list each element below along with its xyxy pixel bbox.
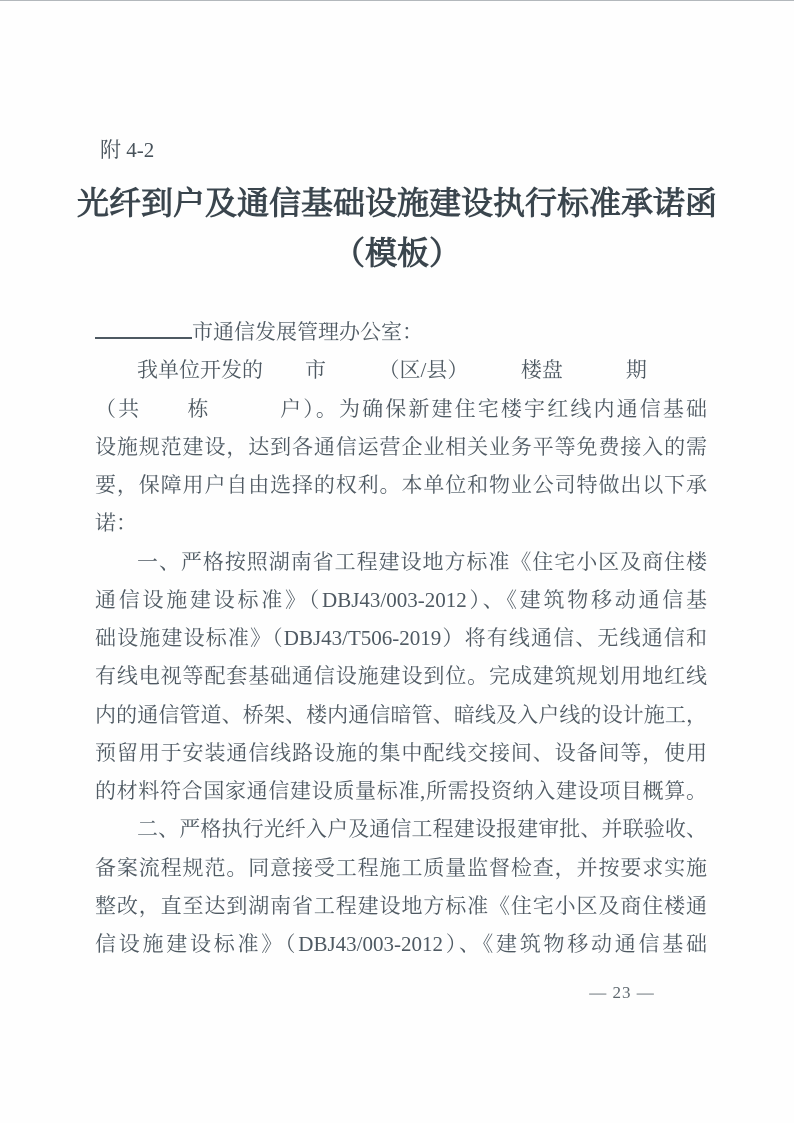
body-line: 整改，直至达到湖南省工程建设地方标准《住宅小区及商住楼通 [95,893,707,918]
salutation-text: 市通信发展管理办公室： [192,320,423,344]
body-line: 预留用于安装通信线路设施的集中配线交接间、设备间等，使用 [95,740,707,765]
body-line: 的材料符合国家通信建设质量标准,所需投资纳入建设项目概算。 [95,779,707,803]
body-line: 通信设施建设标准》（DBJ43/003-2012）、《建筑物移动通信基 [95,587,707,612]
body-line: （共 栋 户）。为确保新建住宅楼宇红线内通信基础 [95,396,707,421]
body-line: 要，保障用户自由选择的权利。本单位和物业公司特做出以下承 [95,473,707,497]
attachment-label: 附 4-2 [100,138,155,162]
salutation-line [95,313,707,351]
title-line-2: （模板） [332,235,461,271]
body-line: 内的通信管道、桥架、楼内通信暗管、暗线及入户线的设计施工， [95,702,707,727]
body-line: 信设施建设标准》（DBJ43/003-2012）、《建筑物移动通信基础 [95,932,707,956]
body-line: 础设施建设标准》（DBJ43/T506-2019）将有线通信、无线通信和 [95,626,707,650]
page-number: — 23 — [589,983,655,1002]
body-line: 设施规范建设，达到各通信运营企业相关业务平等免费接入的需 [95,434,707,459]
document-body [95,313,707,963]
scan-edge-artifact [0,0,794,1]
body-line: 诺： [95,511,137,536]
body-line: 我单位开发的 市 （区/县） 楼盘 期 [137,358,647,383]
title-line-1: 光纤到户及通信基础设施建设执行标准承诺函 [76,185,717,221]
body-line: 一、严格按照湖南省工程建设地方标准《住宅小区及商住楼 [137,549,707,574]
body-line: 备案流程规范。同意接受工程施工质量监督检查，并按要求实施 [95,855,707,880]
body-line: 二、严格执行光纤入户及通信工程建设报建审批、并联验收、 [137,817,707,842]
fill-in-blank-underline [95,335,192,339]
body-line: 有线电视等配套基础通信设施建设到位。完成建筑规划用地红线 [95,664,707,689]
document-title [0,178,794,278]
